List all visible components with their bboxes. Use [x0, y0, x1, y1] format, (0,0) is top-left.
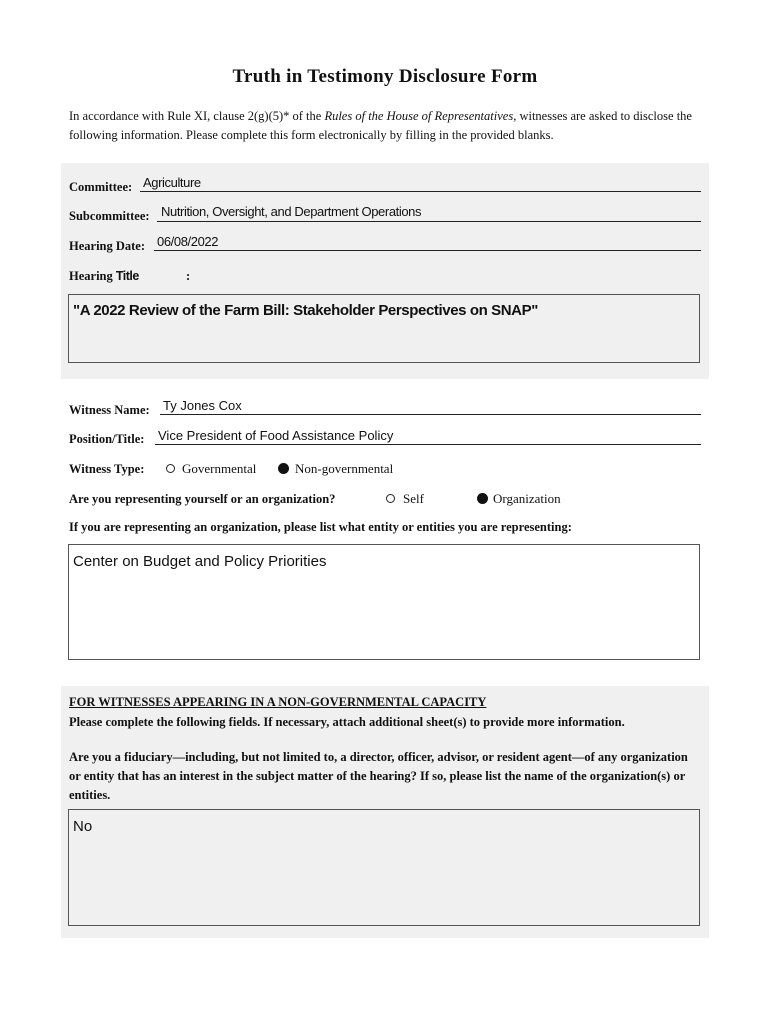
hearing-title-label-a: Hearing: [69, 269, 116, 283]
radio-self-label: Self: [403, 491, 424, 506]
entities-label: If you are representing an organization, please list what entity or entities you are representing:: [69, 520, 572, 534]
intro-text-before: In accordance with Rule XI, clause 2(g)(5)* of the: [69, 109, 325, 123]
subcommittee-underline: [157, 221, 701, 222]
subcommittee-field[interactable]: Nutrition, Oversight, and Department Operations: [161, 204, 422, 219]
radio-organization-label: Organization: [493, 491, 561, 506]
hearing-title-label-b: Title: [115, 269, 139, 283]
committee-underline: [140, 191, 701, 192]
witness-name-field[interactable]: Ty Jones Cox: [163, 398, 242, 413]
witness-name-label: Witness Name:: [69, 403, 150, 417]
hearing-date-field[interactable]: 06/08/2022: [157, 234, 219, 249]
radio-governmental[interactable]: [166, 464, 175, 473]
non-governmental-instructions: Please complete the following fields. If necessary, attach additional sheet(s) to provide more information.: [69, 715, 625, 729]
hearing-title-box[interactable]: [68, 294, 700, 363]
position-title-label: Position/Title:: [69, 432, 145, 446]
radio-organization[interactable]: [477, 493, 488, 504]
hearing-title-field: "A 2022 Review of the Farm Bill: Stakeholder Perspectives on SNAP": [73, 302, 538, 319]
intro-paragraph: [69, 107, 709, 145]
representing-label: Are you representing yourself or an organization?: [69, 492, 336, 506]
subcommittee-label: Subcommittee:: [69, 209, 150, 223]
hearing-date-underline: [154, 250, 701, 251]
position-title-field[interactable]: Vice President of Food Assistance Policy: [158, 428, 394, 443]
radio-non-governmental[interactable]: [278, 463, 289, 474]
committee-field[interactable]: Agriculture: [143, 175, 201, 190]
committee-label: Committee:: [69, 180, 133, 194]
intro-rules-title: Rules of the House of Representatives: [324, 109, 514, 123]
entities-field: Center on Budget and Policy Priorities: [73, 553, 327, 570]
radio-self[interactable]: [386, 494, 395, 503]
intro-text-after: , witnesses are asked to disclose the following information. Please complete this form electronically by filling in the provided blanks.: [69, 109, 692, 142]
form-title: Truth in Testimony Disclosure Form: [232, 66, 538, 87]
witness-type-label: Witness Type:: [69, 462, 145, 476]
fiduciary-question: Are you a fiduciary—including, but not limited to, a director, officer, advisor, or resident agent—of any organization or entity that has an interest in the subject matter of the hearing? If so, please list the name of the organization(s) or entities.: [69, 750, 688, 802]
fiduciary-box[interactable]: [68, 809, 700, 926]
hearing-date-label: Hearing Date:: [69, 239, 146, 253]
radio-governmental-label: Governmental: [182, 461, 257, 476]
hearing-title-colon: :: [186, 269, 191, 283]
radio-non-governmental-label: Non-governmental: [295, 461, 394, 476]
witness-name-underline: [160, 414, 701, 415]
hearing-title-label: [69, 269, 139, 284]
entities-box[interactable]: [68, 544, 700, 660]
non-governmental-heading: FOR WITNESSES APPEARING IN A NON-GOVERNMENTAL CAPACITY: [69, 695, 487, 709]
fiduciary-field: No: [73, 818, 93, 835]
position-title-underline: [155, 444, 701, 445]
